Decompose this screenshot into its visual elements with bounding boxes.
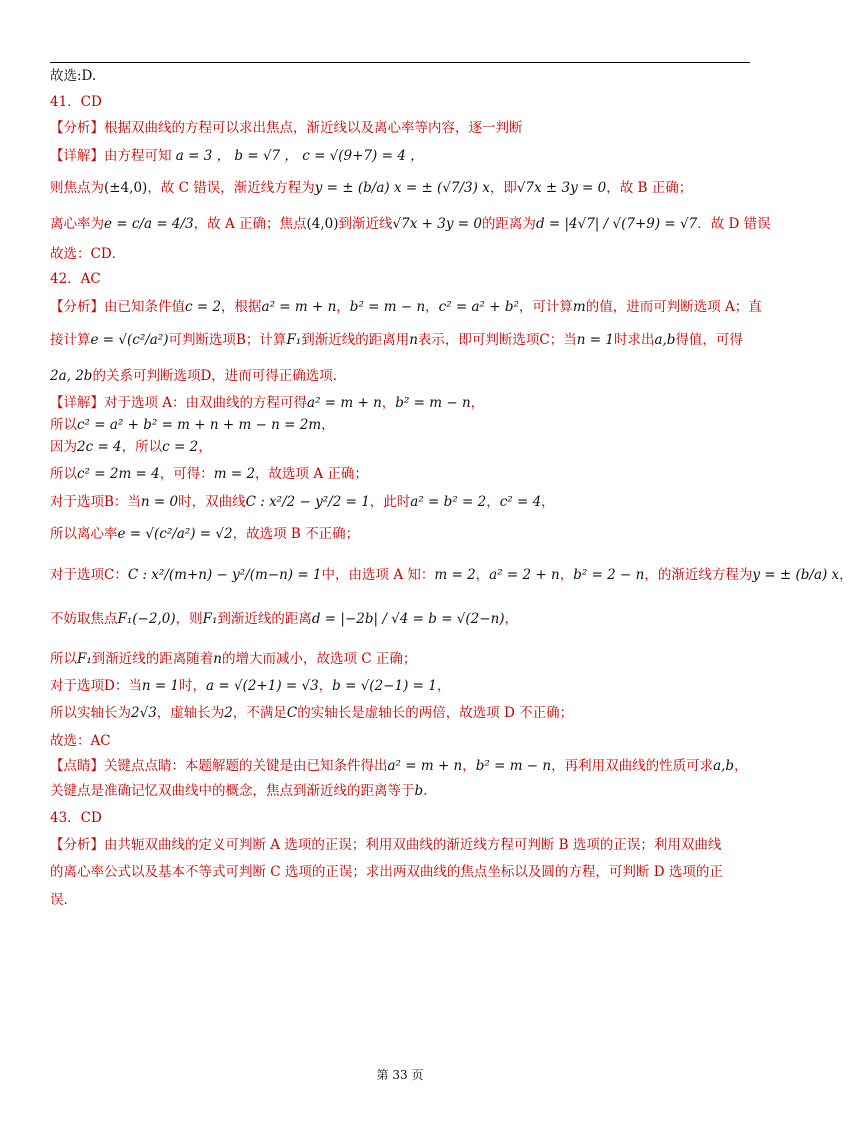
q41-eccentricity: 离心率为e = c/a = 4/3，故 A 正确；焦点(4,0)到渐近线√7x + 3y = 0的距离为d = |4√7| / √(7+9) = √7．故 D 错误 xyxy=(50,216,771,232)
q42-key-point-2: 关键点是准确记忆双曲线中的概念，焦点到渐近线的距离等于b. xyxy=(50,783,428,799)
q41-analysis: 【分析】根据双曲线的方程可以求出焦点，渐近线以及离心率等内容，逐一判断 xyxy=(50,120,523,136)
q42-detail-7: 对于选项C：C : x²/(m+n) − y²/(m−n) = 1中，由选项 A 知：m = 2，a² = 2 + n，b² = 2 − n，的渐近线方程为y = ± (b/a) x， xyxy=(50,567,853,583)
q42-detail-9: 所以F₁到渐近线的距离随着n的增大而减小，故选项 C 正确； xyxy=(50,651,417,667)
q41-answer: 故选：CD． xyxy=(50,246,126,262)
q41-detail: 【详解】由方程可知 a = 3 ， b = √7 ， c = √(9+7) = 4 ， xyxy=(50,148,424,164)
q42-analysis-1: 【分析】由已知条件值c = 2，根据a² = m + n，b² = m − n，c² = a² + b²，可计算m的值，进而可判断选项 A；直 xyxy=(50,299,762,315)
q41-focus: 则焦点为(±4,0)，故 C 错误，渐近线方程为y = ± (b/a) x = ± (√7/3) x，即√7x ± 3y = 0，故 B 正确； xyxy=(50,180,693,196)
q42-detail-6: 所以离心率e = √(c²/a²) = √2，故选项 B 不正确； xyxy=(50,526,360,542)
q42-detail-3: 因为2c = 4，所以c = 2， xyxy=(50,439,212,455)
q42-detail-10: 对于选项D：当n = 1时，a = √(2+1) = √3，b = √(2−1) = 1， xyxy=(50,678,451,694)
q42-answer: 故选：AC xyxy=(50,733,111,749)
q42-analysis-2: 接计算e = √(c²/a²)可判断选项B；计算F₁到渐近线的距离用n表示，即可判断选项C；当n = 1时求出a,b得值，可得 xyxy=(50,332,743,348)
q42-detail-8: 不妨取焦点F₁(−2,0)，则F₁到渐近线的距离d = |−2b| / √4 = b = √(2−n)， xyxy=(50,611,519,627)
q42-detail-11: 所以实轴长为2√3，虚轴长为2，不满足C的实轴长是虚轴长的两倍，故选项 D 不正确； xyxy=(50,705,574,721)
question-41-heading: 41．CD xyxy=(50,94,102,110)
q43-analysis-1: 【分析】由共轭双曲线的定义可判断 A 选项的正误；利用双曲线的渐近线方程可判断 B 选项的正误；利用双曲线 xyxy=(50,837,722,853)
q43-analysis-2: 的离心率公式以及基本不等式可判断 C 选项的正误；求出两双曲线的焦点坐标以及圆的方程，可判断 D 选项的正 xyxy=(50,864,723,880)
q42-detail-4: 所以c² = 2m = 4，可得：m = 2，故选项 A 正确； xyxy=(50,466,368,482)
q42-key-point-1: 【点睛】关键点点睛：本题解题的关键是由已知条件得出a² = m + n，b² = m − n，再利用双曲线的性质可求a,b， xyxy=(50,758,748,774)
q42-detail-2: 所以c² = a² + b² = m + n + m − n = 2m， xyxy=(50,417,335,433)
question-42-heading: 42．AC xyxy=(50,271,101,287)
q42-analysis-3: 2a, 2b的关系可判断选项D，进而可得正确选项. xyxy=(50,368,338,384)
q42-detail-1: 【详解】对于选项 A：由双曲线的方程可得a² = m + n，b² = m − n， xyxy=(50,395,485,411)
prev-answer: 故选:D. xyxy=(50,68,97,84)
q43-analysis-3: 误. xyxy=(50,892,68,908)
page-number: 第 33 页 xyxy=(376,1068,424,1082)
question-43-heading: 43．CD xyxy=(50,810,102,826)
header-rule xyxy=(50,62,750,63)
q42-detail-5: 对于选项B：当n = 0时，双曲线C : x²/2 − y²/2 = 1，此时a² = b² = 2，c² = 4， xyxy=(50,494,555,510)
